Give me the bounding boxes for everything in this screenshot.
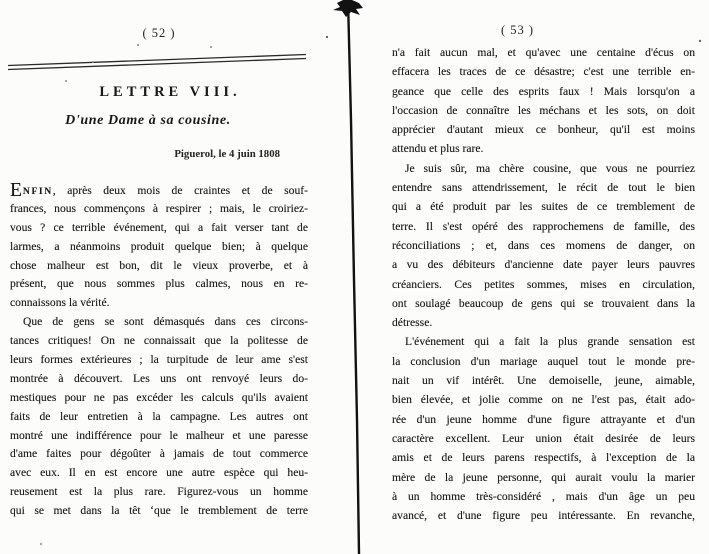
- letter-title: LETTRE VIII.: [99, 84, 241, 100]
- body-line: faits de leur entretien à la campagne. Les autres ont: [10, 409, 308, 423]
- body-line: leurs formes extérieures ; la turpitude de leur ame s'est: [10, 353, 308, 367]
- body-line-opening: [10, 181, 308, 200]
- body-line: qui a été produit par les suites de ce tremblement de: [392, 200, 695, 214]
- scan-speck: [210, 46, 212, 48]
- body-line: tances critiques! On ne connaissait que la politesse de: [10, 334, 308, 348]
- body-line: la conclusion d'un mariage auquel tout le monde pre-: [392, 354, 695, 368]
- body-line: l'occasion de connaître les méchans et les sots, on doit: [392, 103, 695, 117]
- body-line: L'événement qui a fait la plus grande sensation est: [405, 335, 695, 349]
- body-line: créanciers. Ces petites sommes, mises en circulation,: [392, 277, 695, 291]
- body-line: n'a fait aucun mal, et qu'avec une centaine d'écus on: [392, 46, 695, 59]
- page-right-body: [392, 43, 695, 525]
- body-line: attendu et plus rare.: [392, 142, 484, 156]
- binding-gutter-line: [348, 0, 359, 554]
- page-left-body: [10, 181, 308, 521]
- scan-speck: [326, 36, 328, 38]
- body-line: mère de la jeune personne, qui aurait voulu la marier: [392, 470, 695, 484]
- body-line: nait un vif intérêt. Une demoiselle, jeune, aimable,: [392, 374, 695, 388]
- body-line: Je suis sûr, ma chère cousine, que vous ne pourriez: [405, 161, 695, 175]
- body-line: ont soulagé beaucoup de gens qui se trouvaient dans la: [392, 296, 695, 310]
- header-rule: [8, 55, 306, 70]
- opening-line-text: , après deux mois de craintes et de souf-: [52, 184, 308, 197]
- body-line: frances, nous commençons à respirer ; mais, le croiriez-: [10, 201, 308, 215]
- letter-subtitle: D'une Dame à sa cousine.: [65, 113, 231, 128]
- body-line: détresse.: [392, 316, 433, 330]
- page-number-right: ( 53 ): [500, 23, 535, 37]
- body-line: vous ? ce terrible événement, qui a fait verser tant de: [10, 220, 308, 234]
- scan-speck: [92, 61, 94, 63]
- body-line: montrée à découvert. Les uns ont renvoyé leurs do-: [10, 371, 308, 385]
- body-line: mestiques pour ne pas excéder les calculs qu'ils avaient: [10, 390, 308, 404]
- body-line: apprécier d'autant mieux ce bonheur, qu'il est moins: [392, 123, 695, 137]
- body-line: terre. Il s'est opéré des rapprochemens de famille, des: [392, 219, 695, 233]
- scan-speck: [65, 80, 67, 82]
- body-line: amis et de leurs parens respectifs, à l'exception de la: [392, 451, 695, 465]
- body-line: réconciliations ; et, dans ces momens de danger, on: [392, 238, 695, 252]
- body-line: qui se met dans la têt ‘que le tremblement de terre: [10, 504, 308, 518]
- page-number-left: ( 52 ): [142, 26, 176, 40]
- body-line: montré une indifférence pour le malheur et une paresse: [10, 428, 308, 442]
- letter-dateline: Piguerol, le 4 juin 1808: [174, 148, 280, 160]
- opening-smallcaps: NFIN: [22, 186, 53, 197]
- body-line: larmes, a néanmoins produit quelque bien; à quelque: [10, 239, 308, 253]
- body-line: rée d'un jeune homme d'une figure attrayante et d'un: [392, 412, 695, 426]
- body-line: à un homme très-considéré , mais d'un âge un peu: [392, 489, 695, 503]
- scan-speck: [137, 44, 139, 46]
- scan-speck: [699, 40, 701, 42]
- body-line: connaissons la vérité.: [10, 296, 110, 310]
- body-line: bien élevée, et jolie comme on ne l'est pas, était ado-: [392, 393, 695, 407]
- drop-cap: E: [10, 181, 23, 200]
- body-line: entendre sans attendrissement, le récit de tout le bien: [392, 181, 695, 195]
- body-line: effacera les traces de ce désastre; c'est une terrible en-: [392, 65, 695, 79]
- body-line: avancé, et d'une figure peu intéressante. En revanche,: [392, 509, 695, 523]
- body-line: reusement est la plus rare. Figurez-vous un homme: [10, 485, 308, 499]
- body-line: présent, que nous sommes plus calmes, nous en re-: [10, 277, 308, 291]
- body-line: avec eux. Il en est encore une autre espèce qui heu-: [10, 466, 308, 480]
- body-line: d'ame faites pour dégoûter à jamais de tout commerce: [10, 447, 308, 461]
- body-line: chose malheur est bon, dit le vieux proverbe, et à: [10, 258, 308, 272]
- binding-ink-blob: [333, 0, 363, 17]
- body-line: a vu des débiteurs d'ancienne date payer leurs pauvres: [392, 258, 695, 272]
- body-line: geance que celle des esprits faux ! Mais lorsqu'on a: [392, 84, 695, 98]
- scan-speck: [40, 543, 42, 545]
- body-line: Que de gens se sont démasqués dans ces circons-: [23, 315, 308, 329]
- body-line: caractère excellent. Leur union était desirée de leurs: [392, 431, 695, 445]
